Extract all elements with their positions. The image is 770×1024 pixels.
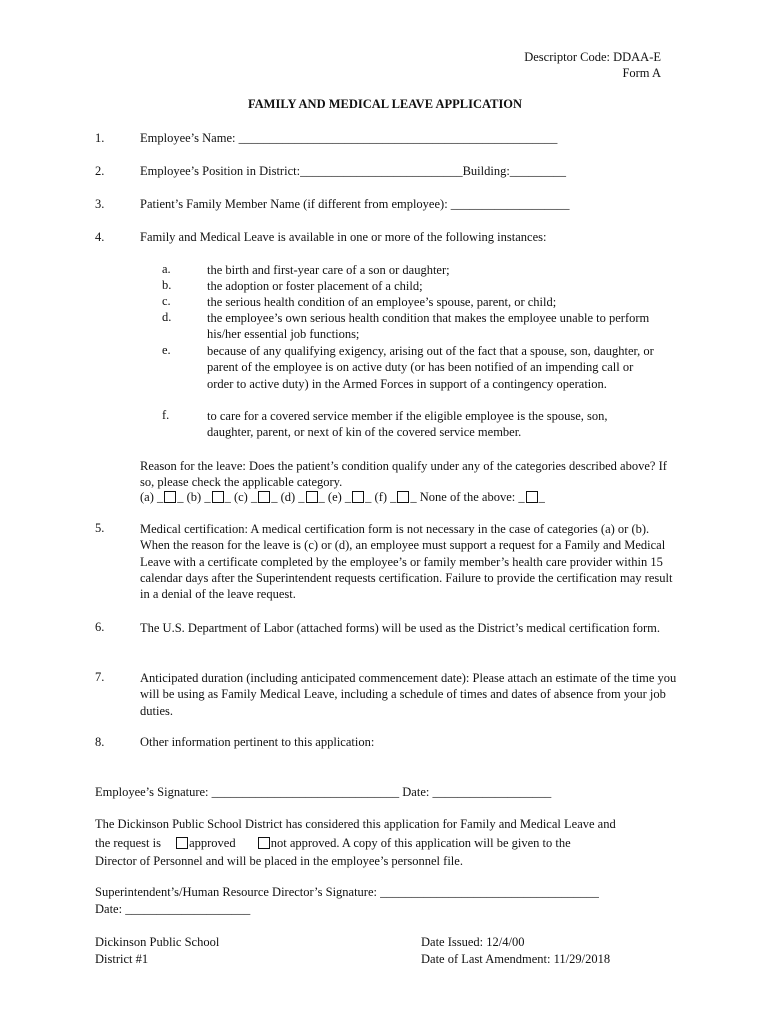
- option-c-tail: _: [271, 490, 278, 504]
- option-a-label: (a) _: [140, 490, 164, 504]
- item-2-number: 2.: [95, 164, 105, 178]
- approved-label: approved: [189, 836, 236, 850]
- decision-line-1: The Dickinson Public School District has considered this application for Family and Medical Leave and: [95, 817, 616, 831]
- option-c-checkbox[interactable]: [258, 491, 270, 503]
- option-d-tail: _: [318, 490, 325, 504]
- instance-letter: a.: [162, 262, 171, 276]
- option-e-label: (e) _: [327, 490, 352, 504]
- instance-text: the serious health condition of an employee’s spouse, parent, or child;: [207, 295, 557, 309]
- instance-letter: c.: [162, 294, 171, 308]
- option-b-checkbox[interactable]: [212, 491, 224, 503]
- instance-text: the birth and first-year care of a son or daughter;: [207, 263, 450, 277]
- option-d-checkbox[interactable]: [306, 491, 318, 503]
- item-1-number: 1.: [95, 131, 105, 145]
- form-title: FAMILY AND MEDICAL LEAVE APPLICATION: [247, 97, 523, 111]
- item-4-number: 4.: [95, 230, 105, 244]
- employee-name-field[interactable]: Employee’s Name: ___________________________________________________: [140, 131, 558, 145]
- item-7-text: Anticipated duration (including anticipated commencement date): Please attach an estimate of the time you will be using as Family Medical Leave, including a schedule of times and dates of absence from your job duties.: [140, 671, 677, 718]
- form-label: Form A: [622, 66, 661, 80]
- option-c-label: (c) _: [233, 490, 258, 504]
- descriptor-code: Descriptor Code: DDAA-E: [524, 50, 661, 64]
- item-8-text: Other information pertinent to this application:: [140, 735, 375, 749]
- request-is-label: the request is: [95, 836, 161, 850]
- option-e-tail: _: [365, 490, 372, 504]
- reason-options: [140, 490, 545, 505]
- patient-name-field[interactable]: Patient’s Family Member Name (if different from employee): ___________________: [140, 197, 570, 211]
- item-5-text: Medical certification: A medical certification form is not necessary in the case of categories (a) or (b). When the reason for the leave is (c) or (d), an employee must support a request for a Family and Medical Leave with a certificate completed by the employee’s or family member’s health care provider within 15 calendar days after the Superintendent requests certification. Failure to provide the certification may result in a denial of the leave request.: [140, 522, 673, 602]
- item-8-number: 8.: [95, 735, 105, 749]
- none-of-above-label: None of the above: _: [419, 490, 525, 504]
- decision-line-3: Director of Personnel and will be placed in the employee’s personnel file.: [95, 854, 463, 868]
- option-a-tail: _: [177, 490, 184, 504]
- option-f-checkbox[interactable]: [397, 491, 409, 503]
- instance-text: the adoption or foster placement of a child;: [207, 279, 423, 293]
- employee-position-field[interactable]: Employee’s Position in District:__________________________Building:_________: [140, 164, 567, 178]
- option-b-label: (b) _: [186, 490, 211, 504]
- superintendent-date-line[interactable]: Date: ____________________: [95, 902, 251, 916]
- item-6-text: The U.S. Department of Labor (attached forms) will be used as the District’s medical certification form.: [140, 621, 660, 635]
- instance-letter: e.: [162, 343, 171, 357]
- superintendent-signature-line[interactable]: Superintendent’s/Human Resource Director’s Signature: ___________________________________: [95, 885, 599, 899]
- item-4-text: Family and Medical Leave is available in one or more of the following instances:: [140, 230, 547, 244]
- item-5-number: 5.: [95, 521, 105, 535]
- instance-text: because of any qualifying exigency, arising out of the fact that a spouse, son, daughter, or parent of the employee is on active duty (or has been notified of an impending call or order to active duty) in the Armed Forces in support of a contingency operation.: [207, 344, 654, 391]
- footer-date-amended: Date of Last Amendment: 11/29/2018: [421, 952, 611, 966]
- item-7-number: 7.: [95, 670, 105, 684]
- footer-district-name: Dickinson Public School: [95, 935, 220, 949]
- option-b-tail: _: [224, 490, 231, 504]
- none-of-above-checkbox[interactable]: [526, 491, 538, 503]
- decision-line-2: [95, 836, 571, 851]
- employee-signature-line[interactable]: Employee’s Signature: ______________________________ Date: ___________________: [95, 785, 552, 799]
- reason-text: Reason for the leave: Does the patient’s condition qualify under any of the categories described above? If so, please check the applicable category.: [140, 459, 667, 490]
- approved-checkbox[interactable]: [176, 837, 188, 849]
- not-approved-checkbox[interactable]: [258, 837, 270, 849]
- item-3-number: 3.: [95, 197, 105, 211]
- footer-district-number: District #1: [95, 952, 149, 966]
- instance-letter: b.: [162, 278, 172, 292]
- instance-text: to care for a covered service member if the eligible employee is the spouse, son, daughter, parent, or next of kin of the covered service member.: [207, 409, 608, 440]
- instance-letter: f.: [162, 408, 170, 422]
- option-f-tail: _: [410, 490, 417, 504]
- option-a-checkbox[interactable]: [164, 491, 176, 503]
- footer-date-issued: Date Issued: 12/4/00: [421, 935, 525, 949]
- item-6-number: 6.: [95, 620, 105, 634]
- option-e-checkbox[interactable]: [352, 491, 364, 503]
- none-tail: _: [538, 490, 545, 504]
- not-approved-label: not approved. A copy of this application will be given to the: [270, 836, 571, 850]
- instance-letter: d.: [162, 310, 172, 324]
- option-d-label: (d) _: [280, 490, 305, 504]
- option-f-label: (f) _: [374, 490, 397, 504]
- instance-text: the employee’s own serious health condition that makes the employee unable to perform his/her essential job functions;: [207, 311, 650, 342]
